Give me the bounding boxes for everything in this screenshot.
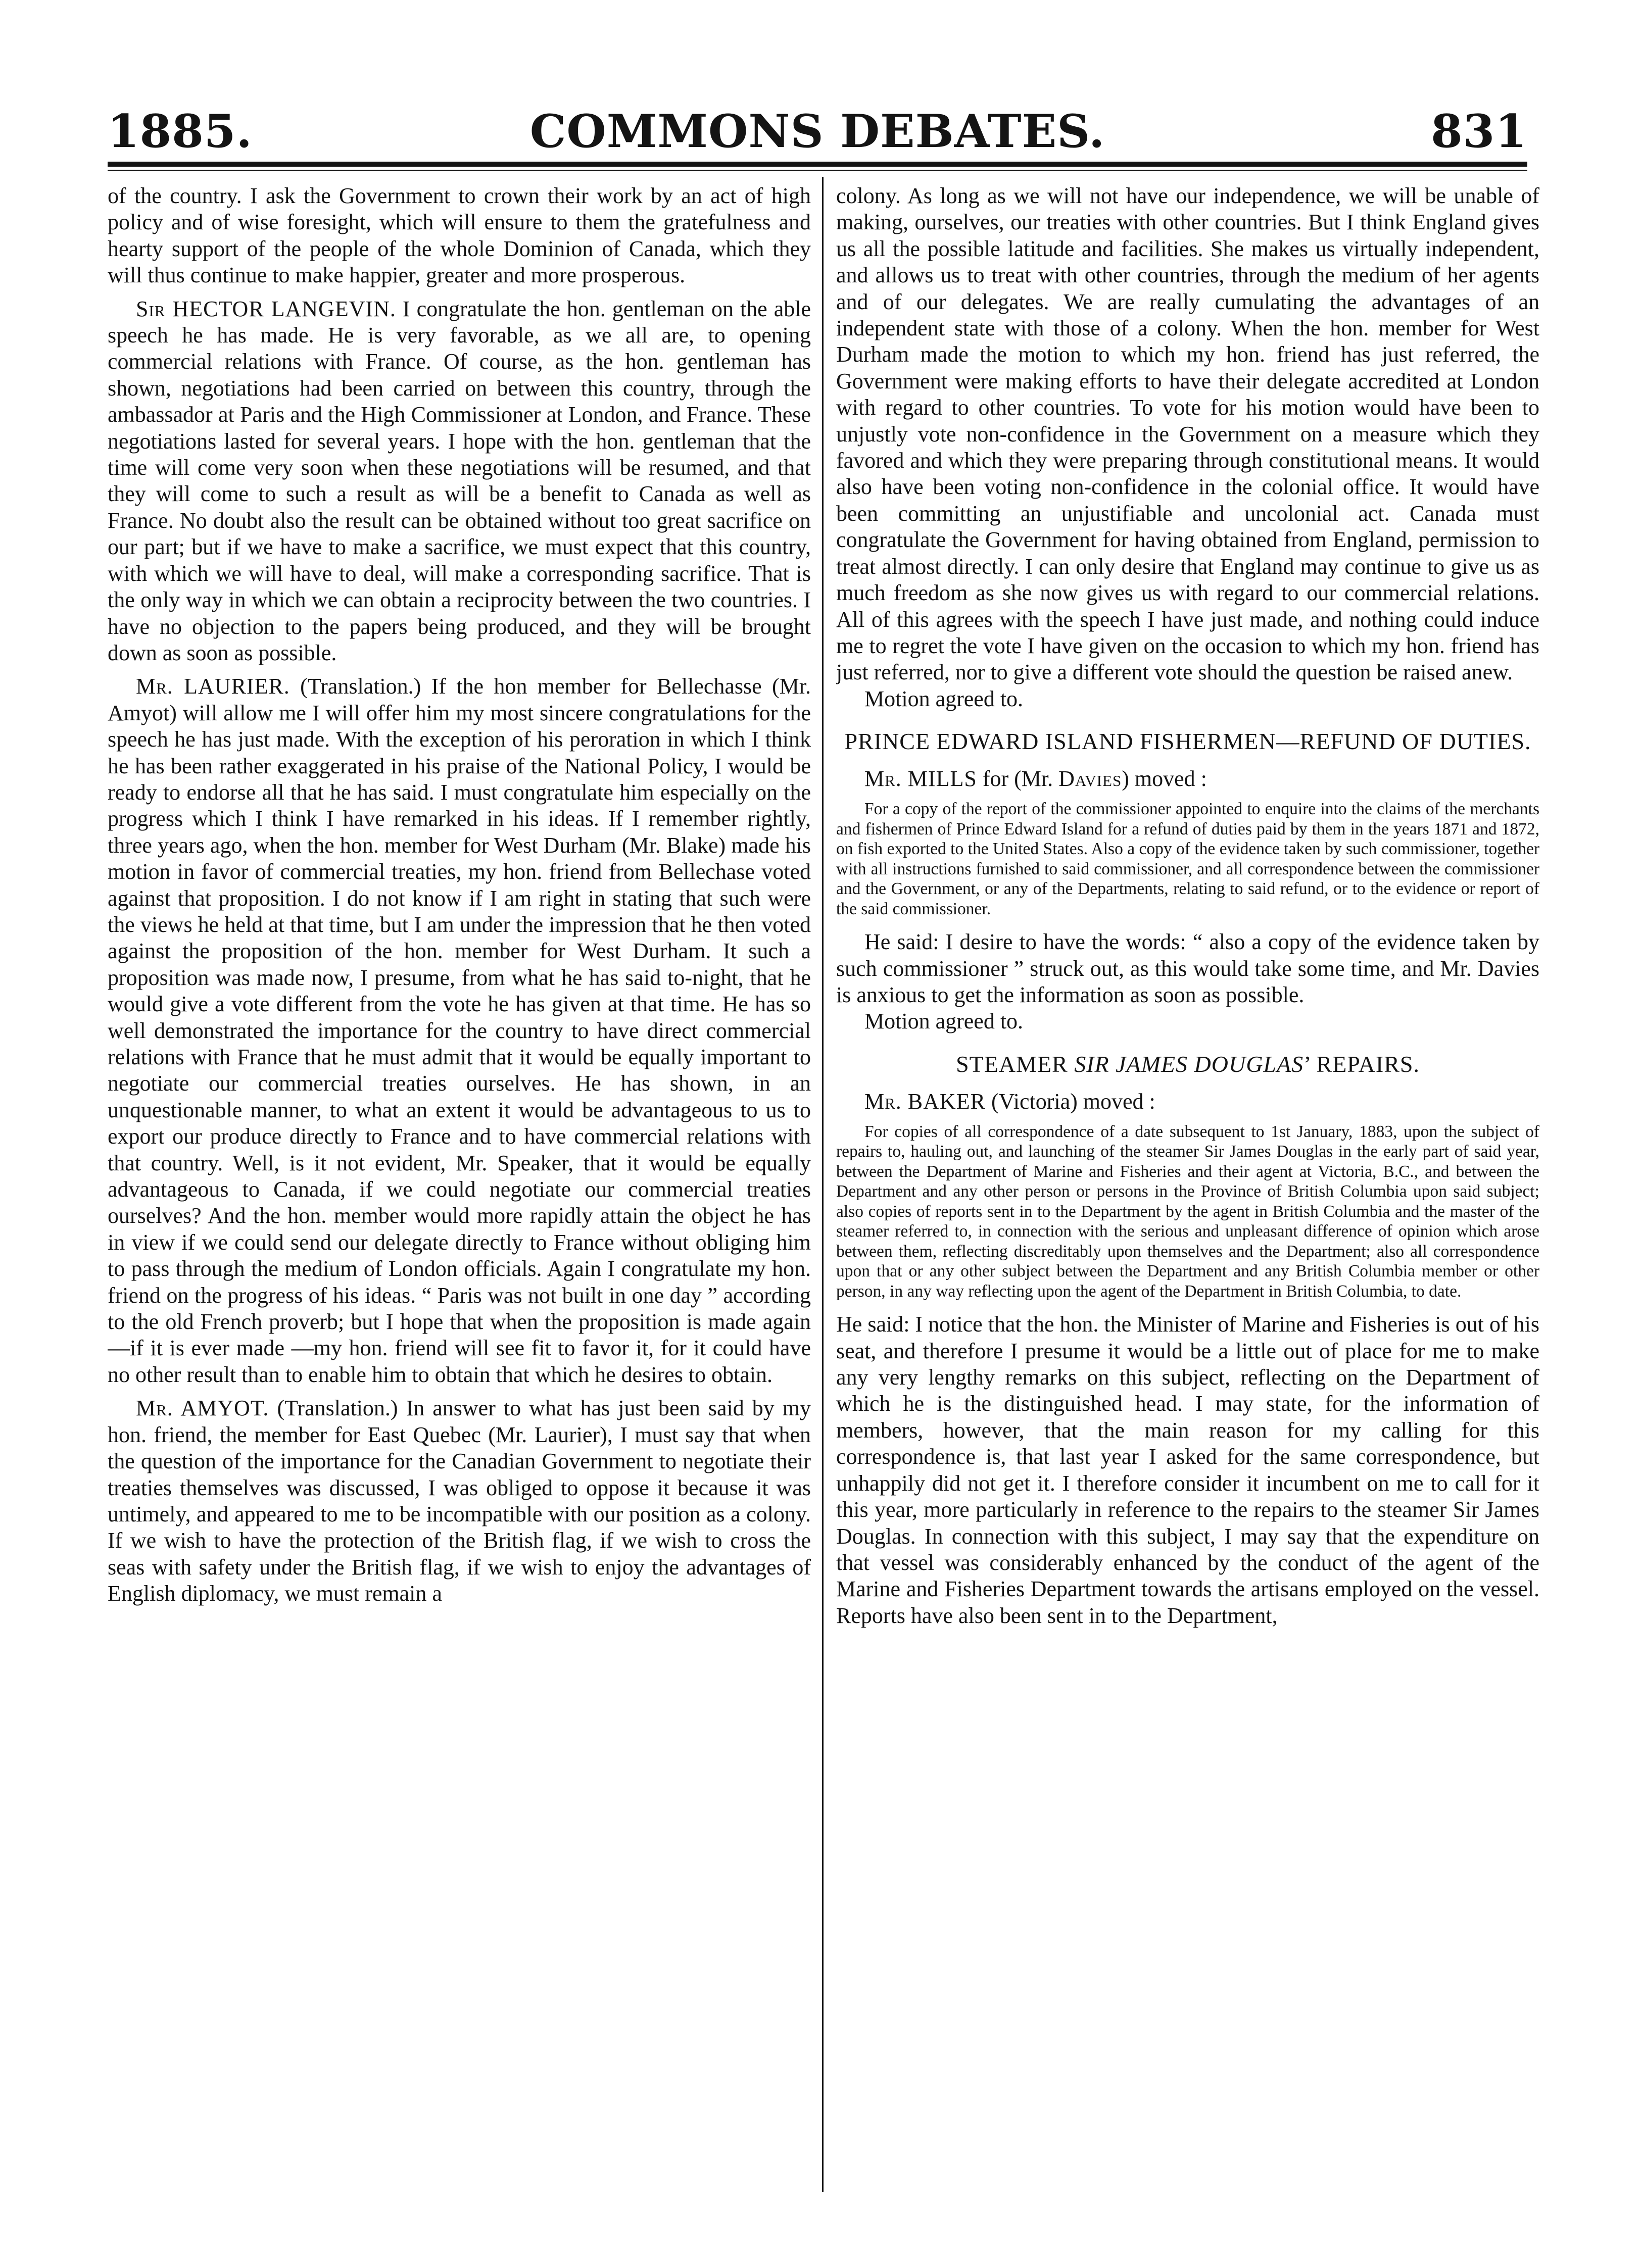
motion-text: For a copy of the report of the commissioner appointed to enquire into the claims of the merchants and fishermen of Prince Edward Island for a refund of duties paid by them in the years 1871 and 1872, on fish exported to the United States. Also a copy of the evidence taken by such commissioner, together with all instructions furnished to said commissioner, and all correspondence between the commissioner and the Government, or any of the Departments, relating to said refund, or to the evidence or report of the said commissioner. bbox=[836, 800, 1539, 918]
motion-text: For copies of all correspondence of a date subsequent to 1st January, 1883, upon the subject of repairs to, hauling out, and launching of the steamer Sir James Douglas in the early part of said year, between the Department of Marine and Fisheries and their agent at Victoria, B.C., and between the Department and any other person or persons in the Province of British Columbia upon said subject; also copies of reports sent in to the Department by the agent in British Columbia and the master of the steamer referred to, in connection with the serious and unpleasant difference of opinion which arose between them, reflecting discreditably upon themselves and the Department; also all correspondence upon that or any other subject between the Department and any British Columbia member or other person, in any way reflecting upon the agent of the Department in British Columbia, to date. bbox=[836, 1122, 1539, 1301]
motion-agreed: Motion agreed to. bbox=[864, 1009, 1024, 1034]
moved-text: ) moved : bbox=[1122, 766, 1207, 792]
paragraph: colony. As long as we will not have our independence, we will be unable of making, ourselves, our treaties with other countries. But I think England gives us all the possible latitude and facilities. She makes us virtually independent, and allows us to treat with other countries, through the medium of her agents and of our delegates. We are really cumulating the advantages of an independent state with those of a colony. When the hon. member for West Durham made the motion to which my hon. friend has just referred, the Government were making efforts to have their delegate accredited at London with regard to other countries. To vote for his motion would have been to unjustly vote non-confidence in the Government on a measure which they favored and which they were preparing through constitutional means. It would also have been voting non-confidence in the colonial office. It would have been committing an unjustifiable and uncolonial act. Canada must congratulate the Government for having obtained from England, permission to treat almost directly. I can only desire that England may continue to give us as much freedom as she now gives us with regard to our commercial relations. All of this agrees with the speech I have just made, and nothing could induce me to regret the vote I have given on the occasion to which my hon. friend has just referred, nor to give a different vote should the question be raised anew. bbox=[836, 183, 1539, 685]
paragraph-amyot bbox=[108, 1395, 811, 1607]
heading-text: ’ REPAIRS. bbox=[1303, 1051, 1420, 1077]
speaker-name: Mr. MILLS bbox=[864, 766, 977, 792]
speech-text: (Translation.) In answer to what has just been said by my hon. friend, the member for East Quebec (Mr. Laurier), I must say that when the question of the importance for the Canadian Government to negotiate their treaties themselves was discussed, I was obliged to oppose it because it was untimely, and appeared to me to be incompatible with our position as a colony. If we wish to have the protection of the British flag, if we wish to cross the seas with safety under the British flag, if we wish to enjoy the advantages of English diplomacy, we must remain a bbox=[108, 1396, 811, 1606]
header-page-number: 831 bbox=[1431, 105, 1527, 158]
motion-agreed: Motion agreed to. bbox=[864, 686, 1024, 711]
moved-text: (Victoria) moved : bbox=[985, 1089, 1155, 1114]
paragraph: He said: I desire to have the words: “ also a copy of the evidence taken by such commissioner ” struck out, as this would take some time, and Mr. Davies is anxious to get the information as soon as possible. bbox=[836, 929, 1539, 1007]
paragraph: of the country. I ask the Government to crown their work by an act of high policy and of wise foresight, which will ensure to them the gratefulness and hearty support of the people of the whole Dominion of Canada, which they will thus continue to make happier, greater and more prosperous. bbox=[108, 183, 811, 288]
page-header bbox=[108, 104, 1527, 164]
speaker-name: Mr. BAKER bbox=[864, 1089, 986, 1114]
speech-text: I congratulate the hon. gentleman on the able speech he has made. He is very favorable, as we all are, to opening commercial relations with France. Of course, as the hon. gentleman has shown, negotiations had been carried on between this country, through the ambassador at Paris and the High Commissioner at London, and France. These negotiations lasted for several years. I hope with the hon. gentleman that the time will come very soon when these negotiations will be resumed, and that they will come to such a result as will be a benefit to Canada as well as France. No doubt also the result can be obtained without too great sacrifice on our part; but if we have to make a sacrifice, we must expect that this country, with which we will have to deal, will make a corresponding sacrifice. That is the only way in which we can obtain a reciprocity between the two countries. I have no objection to the papers being produced, and they will be brought down as soon as possible. bbox=[108, 296, 811, 665]
speech-text: (Translation.) If the hon member for Bellechasse (Mr. Amyot) will allow me I will offer him my most sincere congratulations for the speech he has just made. With the exception of his peroration in which I think he has been rather exaggerated in his praise of the National Policy, I would be ready to endorse all that he has said. I must congratulate him especially on the progress which I think I have remarked in his ideas. If I remember rightly, three years ago, when the hon. member for West Durham (Mr. Blake) made his motion in favor of commercial treaties, my hon. friend from Bellechase voted against that proposition. I do not know if I am right in stating that such were the views he held at that time, but I am under the impression that he then voted against the proposition of the hon. member for West Durham. It such a proposition was made now, I presume, from what he has said to-night, that he would give a vote different from the vote he has given at that time. He has so well demonstrated the importance for the country to have direct commercial relations with France that he must admit that it would be equally important to negotiate our commercial treaties ourselves. He has shown, in an unquestionable manner, to what an extent it would be advantageous to us to export our produce directly to France and to have commercial relations with that country. Well, is it not evident, Mr. Speaker, that it would be equally advantageous to Canada, if we could negotiate our commercial treaties ourselves? And the hon. member would more rapidly attain the object he has in view if we could send our delegate directly to France without obliging him to pass through the medium of London officials. Again I congratulate my hon. friend on the progress of his ideas. “ Paris was not built in one day ” according to the old French proverb; but I hope that when the proposition is made again—if it is ever made —my hon. friend will see fit to favor it, for it could have no other result than to enable him to obtain that which he desires to obtain. bbox=[108, 674, 811, 1387]
speaker-name: Sir HECTOR LANGEVIN. bbox=[136, 296, 396, 321]
heading-vessel-name: SIR JAMES DOUGLAS bbox=[1074, 1051, 1304, 1077]
motion-mover bbox=[836, 1089, 1539, 1115]
section-heading: PRINCE EDWARD ISLAND FISHERMEN—REFUND OF DUTIES. bbox=[844, 728, 1531, 755]
header-title: COMMONS DEBATES. bbox=[529, 105, 1105, 158]
heading-text: STEAMER bbox=[956, 1051, 1075, 1077]
right-column bbox=[836, 183, 1539, 2193]
speaker-name: Mr. LAURIER. bbox=[136, 674, 290, 699]
header-rule-thin bbox=[108, 170, 1527, 171]
column-divider bbox=[822, 177, 824, 2192]
paragraph: He said: I notice that the hon. the Minister of Marine and Fisheries is out of his seat, and therefore I presume it would be a little out of place for me to make any very lengthy remarks on this subject, reflecting on the Department of which he is the distinguished head. I may state, for the information of members, however, that the main reason for my calling for this correspondence is, that last year I asked for the same correspondence, but unhappily did not get it. I therefore consider it incumbent on me to call for it this year, more particularly in reference to the repairs to the steamer Sir James Douglas. In connection with this subject, I may say that the expenditure on that vessel was considerably enhanced by the conduct of the agent of the Marine and Fisheries Department towards the artisans employed on the vessel. Reports have also been sent in to the Department, bbox=[836, 1312, 1539, 1628]
paragraph-laurier bbox=[108, 673, 811, 1388]
paragraph-langevin bbox=[108, 296, 811, 667]
section-heading bbox=[836, 1050, 1539, 1078]
speaker-name: Mr. AMYOT. bbox=[136, 1396, 269, 1421]
motion-mover bbox=[836, 766, 1539, 792]
moved-text: for (Mr. bbox=[977, 766, 1059, 792]
speaker-name: Davies bbox=[1058, 766, 1122, 792]
left-column bbox=[108, 183, 811, 2193]
header-year: 1885. bbox=[108, 105, 253, 158]
header-rule bbox=[108, 162, 1527, 167]
